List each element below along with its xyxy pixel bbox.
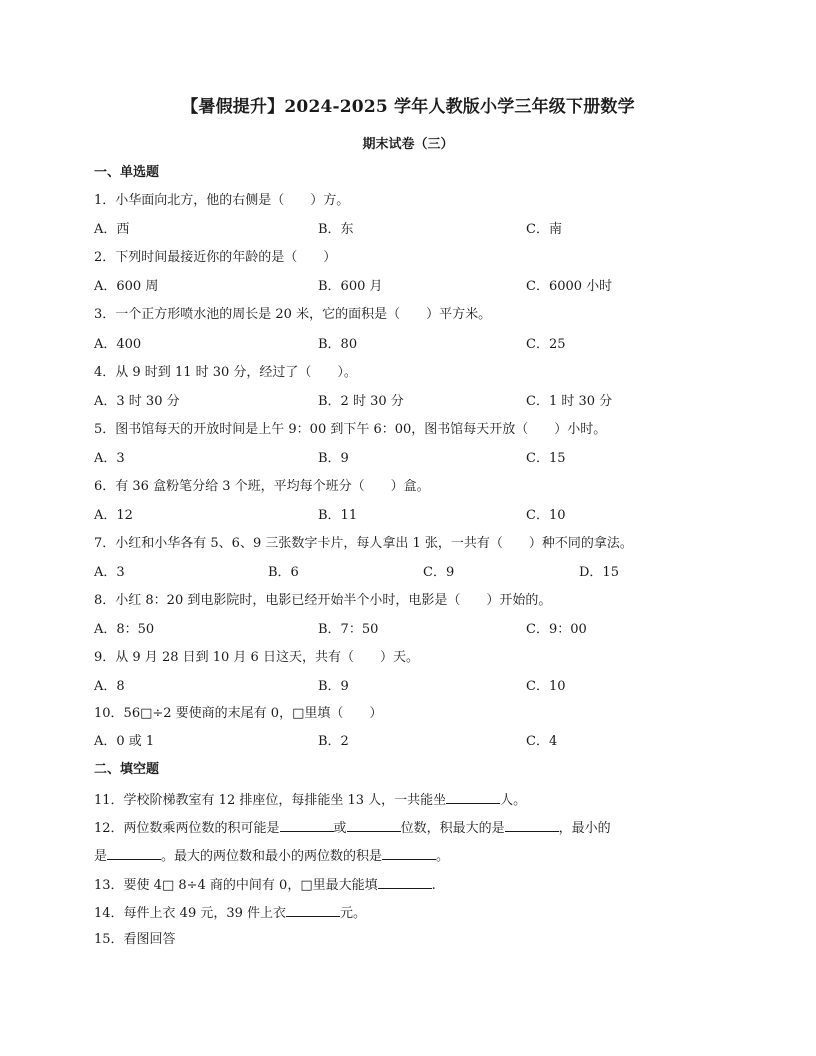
answer-blank[interactable] — [286, 903, 340, 917]
option-a: A．8：50 — [94, 622, 155, 637]
option-a: A．600 周 — [94, 279, 159, 294]
option-c: C．10 — [526, 679, 566, 694]
question-stem: 10．56□÷2 要使商的末尾有 0，□里填（ ） — [94, 706, 383, 721]
question-stem: 7．小红和小华各有 5、6、9 三张数字卡片，每人拿出 1 张，一共有（ ）种不同的拿法。 — [94, 536, 633, 551]
option-b: B．9 — [318, 679, 349, 694]
page-title: 【暑假提升】2024-2025 学年人教版小学三年级下册数学 — [181, 97, 635, 117]
option-b: B．9 — [318, 451, 349, 466]
option-c: C．9：00 — [526, 622, 587, 637]
question-text: 11．学校阶梯教室有 12 排座位，每排能坐 13 人，一共能坐 — [94, 793, 447, 808]
option-c: C．25 — [526, 337, 566, 352]
fill-question-12 — [94, 818, 611, 838]
option-b: B．2 时 30 分 — [318, 394, 404, 409]
answer-blank[interactable] — [347, 818, 401, 832]
fill-question-15: 15．看图回答 — [94, 932, 176, 947]
question-text: 13．要使 4□ 8÷4 商的中间有 0，□里最大能填 — [94, 878, 378, 893]
option-c: C．6000 小时 — [526, 279, 613, 294]
option-b: B．600 月 — [318, 279, 383, 294]
fill-question-13 — [94, 875, 436, 895]
answer-blank[interactable] — [280, 818, 334, 832]
option-c: C．10 — [526, 508, 566, 523]
option-a: A．3 — [94, 451, 125, 466]
question-text: 人。 — [500, 793, 527, 808]
option-a: A．西 — [94, 222, 130, 237]
option-c: C．15 — [526, 451, 566, 466]
answer-blank[interactable] — [107, 846, 161, 860]
question-stem: 8．小红 8：20 到电影院时，电影已经开始半个小时，电影是（ ）开始的。 — [94, 593, 552, 608]
question-stem: 5．图书馆每天的开放时间是上午 9：00 到下午 6：00，图书馆每天开放（ ）小时。 — [94, 422, 607, 437]
question-text: ，最小的 — [558, 821, 611, 836]
question-stem: 1．小华面向北方，他的右侧是（ ）方。 — [94, 193, 350, 208]
question-stem: 9．从 9 月 28 日到 10 月 6 日这天，共有（ ）天。 — [94, 650, 419, 665]
question-text: 12．两位数乘两位数的积可能是 — [94, 821, 280, 836]
option-d: D．15 — [579, 565, 619, 580]
question-stem: 4．从 9 时到 11 时 30 分，经过了（ ）。 — [94, 365, 357, 380]
option-a: A．400 — [94, 337, 142, 352]
option-b: B．6 — [268, 565, 299, 580]
option-a: A．0 或 1 — [94, 734, 155, 749]
option-b: B．7：50 — [318, 622, 379, 637]
question-text: 14．每件上衣 49 元，39 件上衣 — [94, 906, 287, 921]
question-text: 。最大的两位数和最小的两位数的积是 — [161, 849, 383, 864]
option-c: C．1 时 30 分 — [526, 394, 613, 409]
section-heading-fill-blank: 二、填空题 — [94, 762, 160, 777]
option-c: C．4 — [526, 734, 558, 749]
answer-blank[interactable] — [378, 875, 432, 889]
option-c: C．南 — [526, 222, 562, 237]
question-text: 或 — [333, 821, 347, 836]
fill-question-14 — [94, 903, 366, 923]
answer-blank[interactable] — [505, 818, 559, 832]
question-text: . — [431, 878, 436, 893]
question-text: 位数，积最大的是 — [400, 821, 505, 836]
question-stem: 3．一个正方形喷水池的周长是 20 米，它的面积是（ ）平方米。 — [94, 307, 492, 322]
question-text: 是 — [94, 849, 108, 864]
fill-question-11 — [94, 790, 526, 810]
option-a: A．12 — [94, 508, 133, 523]
question-stem: 2．下列时间最接近你的年龄的是（ ） — [94, 250, 337, 265]
question-text: 元。 — [340, 906, 367, 921]
fill-question-12-cont — [94, 846, 449, 866]
answer-blank[interactable] — [382, 846, 436, 860]
option-b: B．东 — [318, 222, 354, 237]
question-stem: 6．有 36 盒粉笔分给 3 个班，平均每个班分（ ）盒。 — [94, 479, 430, 494]
option-a: A．3 — [94, 565, 125, 580]
option-b: B．80 — [318, 337, 358, 352]
option-a: A．3 时 30 分 — [94, 394, 180, 409]
option-b: B．11 — [318, 508, 358, 523]
option-a: A．8 — [94, 679, 125, 694]
section-heading-single-choice: 一、单选题 — [94, 165, 160, 180]
answer-blank[interactable] — [446, 790, 500, 804]
question-text: 。 — [436, 849, 450, 864]
page-subtitle: 期末试卷（三） — [362, 137, 454, 152]
option-b: B．2 — [318, 734, 349, 749]
option-c: C．9 — [423, 565, 455, 580]
